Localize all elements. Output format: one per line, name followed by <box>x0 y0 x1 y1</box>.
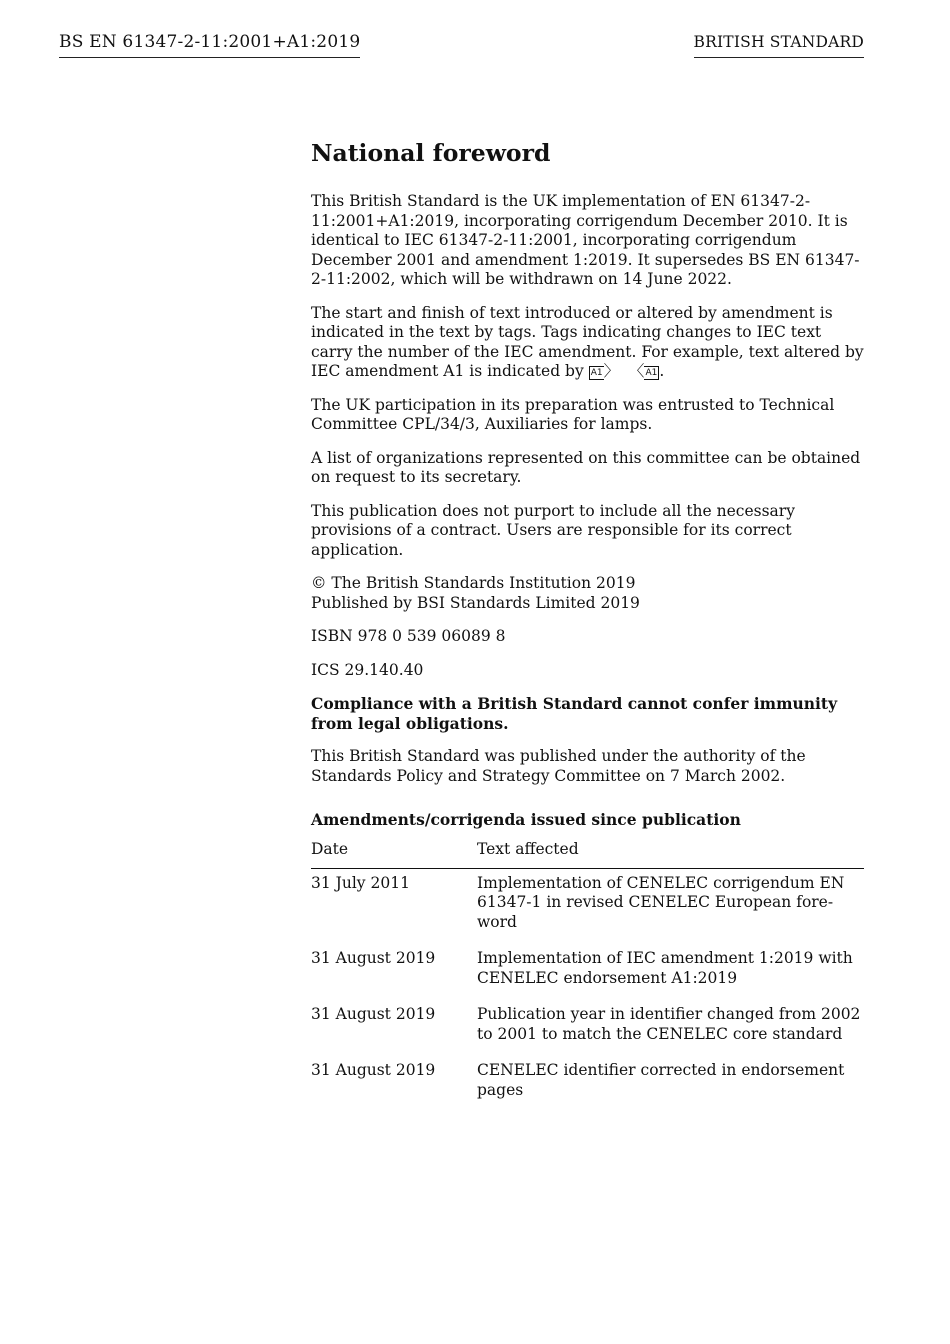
page-title: National foreword <box>311 139 551 167</box>
implementation-paragraph: This British Standard is the UK implementation of EN 61347-2-11:2001+A1:2019, incorporating corrigendum December 2010. It is identical to IEC 61347-2-11:2001, incorporating corrigendum December 2001 and amendment 1:2019. It supersedes BS EN 61347-2-11:2002, which will be withdrawn on 14 June 2022. <box>311 192 860 288</box>
row-text-affected: Implementation of CENELEC corrigendum EN 61347-1 in revised CENELEC European fore- word <box>477 873 845 931</box>
table-row <box>311 1056 864 1112</box>
amendments-title: Amendments/corrigenda issued since publication <box>311 810 741 829</box>
table-row <box>311 1000 864 1056</box>
table-row <box>311 944 864 1000</box>
provisions-paragraph: This publication does not purport to include all the necessary provisions of a contract. Users are responsible for its correct application. <box>311 501 795 559</box>
row-text-affected: Publication year in identifier changed from 2002 to 2001 to match the CENELEC core standard <box>477 1005 861 1043</box>
amendment-tags-paragraph: The start and finish of text introduced or altered by amendment is indicated in the text by tags. Tags indicating changes to IEC text carry the number of the IEC amendment. For example, text altered by IEC amendment A1 is indicated by A1〉 〈A1 . <box>311 303 864 380</box>
isbn: ISBN 978 0 539 06089 8 <box>311 627 506 645</box>
table-row <box>311 868 864 944</box>
foreword-content <box>311 138 864 1112</box>
compliance-statement: Compliance with a British Standard cannot confer immunity from legal obligations. <box>311 694 838 733</box>
amendment-tags-text: The start and finish of text introduced or altered by amendment is indicated in the text by tags. Tags indicating changes to IEC text carry the number of the IEC amendment. For example, text altered by IEC amendment A1 is indicated by <box>311 303 864 380</box>
column-header-date: Date <box>311 838 477 868</box>
table-header-row <box>311 838 864 868</box>
publisher-line: Published by BSI Standards Limited 2019 <box>311 593 640 612</box>
organizations-paragraph: A list of organizations represented on this committee can be obtained on request to its secretary. <box>311 448 861 486</box>
copyright-line: © The British Standards Institution 2019 <box>311 574 636 592</box>
amendments-table <box>311 838 864 1112</box>
row-date: 31 August 2019 <box>311 1005 436 1023</box>
document-identifier: BS EN 61347-2-11:2001+A1:2019 <box>59 31 360 58</box>
row-date: 31 August 2019 <box>311 949 436 967</box>
amendment-tags-end: . <box>659 362 665 380</box>
authority-paragraph: This British Standard was published under the authority of the Standards Policy and Strategy Committee on 7 March 2002. <box>311 747 806 785</box>
row-date: 31 July 2011 <box>311 873 410 892</box>
amendment-open-tag-icon: A1 <box>590 368 603 378</box>
row-text-affected: Implementation of IEC amendment 1:2019 with CENELEC endorsement A1:2019 <box>477 949 853 987</box>
ics: ICS 29.140.40 <box>311 660 424 679</box>
copyright-block <box>311 574 864 613</box>
row-date: 31 August 2019 <box>311 1061 436 1079</box>
amendment-close-tag-icon: A1 <box>645 368 658 378</box>
column-header-text-affected: Text affected <box>477 838 864 868</box>
committee-paragraph: The UK participation in its preparation was entrusted to Technical Committee CPL/34/3, Auxiliaries for lamps. <box>311 395 835 433</box>
standard-type-label: BRITISH STANDARD <box>694 31 865 58</box>
row-text-affected: CENELEC identifier corrected in endorsement pages <box>477 1061 845 1099</box>
